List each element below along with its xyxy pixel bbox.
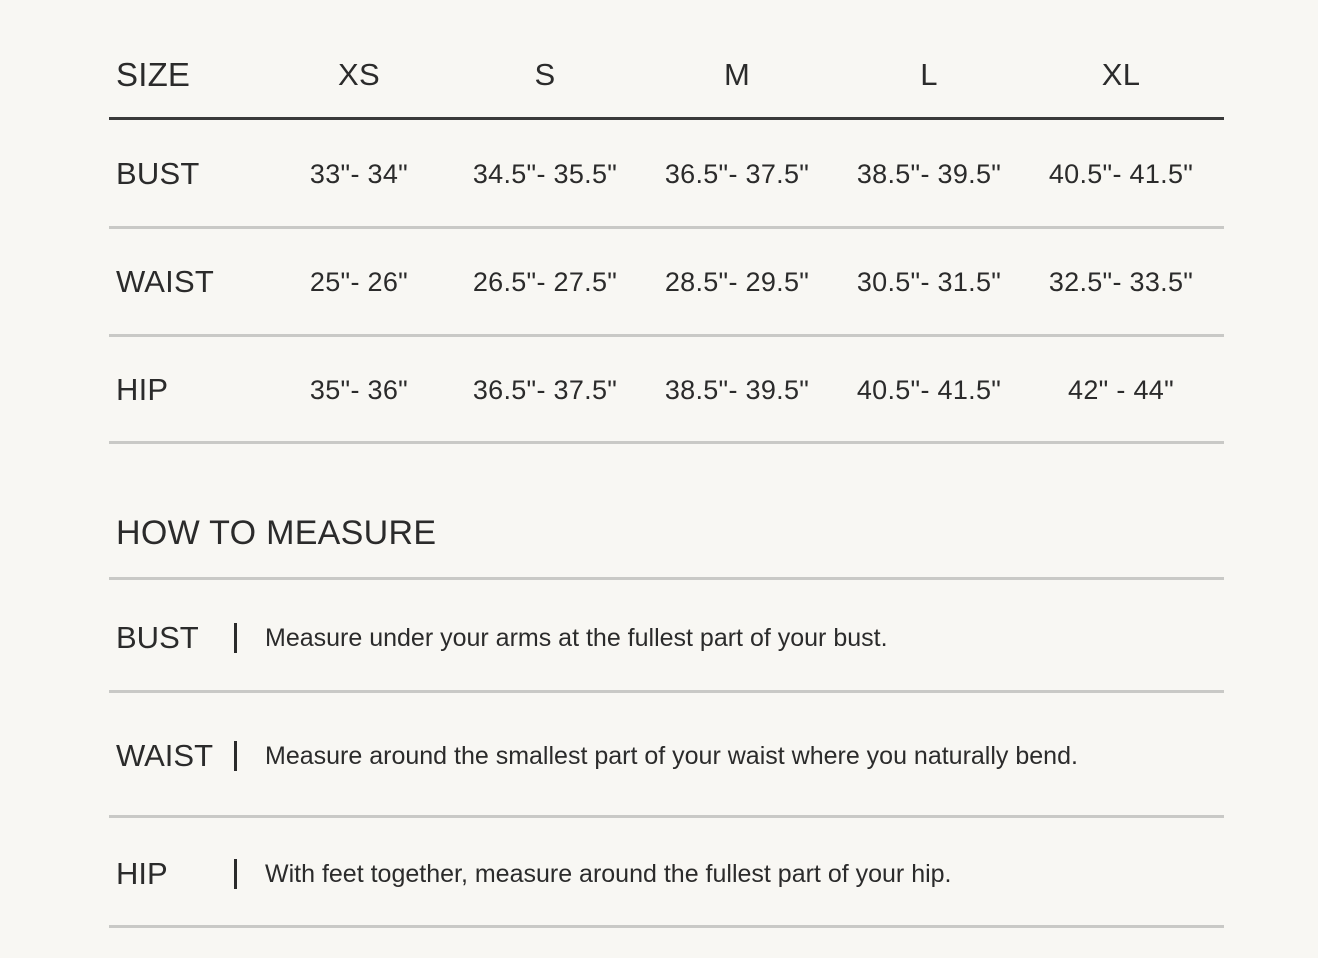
how-to-measure-title: HOW TO MEASURE (116, 514, 437, 552)
row-divider (109, 334, 1224, 337)
table-cell: 35"- 36" (309, 374, 409, 405)
table-cell: 38.5"- 39.5" (664, 374, 810, 405)
table-cell: 30.5"- 31.5" (856, 266, 1002, 297)
table-cell: 33"- 34" (309, 158, 409, 189)
measure-instruction: With feet together, measure around the fullest part of your hip. (265, 859, 952, 888)
measure-item-bust (109, 616, 1224, 660)
size-s-header: S (534, 57, 556, 92)
table-cell: 34.5"- 35.5" (472, 158, 618, 189)
row-divider (109, 441, 1224, 444)
header-divider (109, 117, 1224, 120)
table-cell: 42" - 44" (1068, 374, 1174, 405)
table-cell: 28.5"- 29.5" (664, 266, 810, 297)
separator-bar (234, 741, 237, 771)
row-divider (109, 226, 1224, 229)
row-divider (109, 690, 1224, 693)
table-cell: 40.5"- 41.5" (1048, 158, 1194, 189)
size-l-header: L (920, 57, 938, 92)
table-row-hip (109, 368, 1224, 412)
size-m-header: M (723, 57, 751, 92)
row-divider (109, 815, 1224, 818)
table-row-waist (109, 260, 1224, 304)
size-header-label: SIZE (116, 56, 191, 93)
table-row-bust (109, 152, 1224, 196)
measure-instruction: Measure under your arms at the fullest part of your bust. (265, 623, 888, 652)
measure-instruction: Measure around the smallest part of your waist where you naturally bend. (265, 741, 1078, 770)
table-cell: 32.5"- 33.5" (1048, 266, 1194, 297)
measure-item-hip (109, 852, 1224, 896)
table-cell: 36.5"- 37.5" (664, 158, 810, 189)
table-cell: 36.5"- 37.5" (472, 374, 618, 405)
measure-item-waist (109, 716, 1224, 796)
size-header-row (109, 52, 1224, 98)
measure-label: HIP (116, 856, 168, 891)
section-divider (109, 577, 1224, 580)
separator-bar (234, 859, 237, 889)
table-cell: 26.5"- 27.5" (472, 266, 618, 297)
table-cell: 38.5"- 39.5" (856, 158, 1002, 189)
row-label: HIP (116, 372, 169, 407)
separator-bar (234, 623, 237, 653)
row-divider (109, 925, 1224, 928)
row-label: WAIST (116, 264, 215, 299)
row-label: BUST (116, 156, 200, 191)
measure-label: BUST (116, 620, 199, 655)
size-xl-header: XL (1101, 57, 1141, 92)
table-cell: 25"- 26" (309, 266, 409, 297)
measure-label: WAIST (116, 738, 214, 773)
size-xs-header: XS (338, 57, 380, 92)
table-cell: 40.5"- 41.5" (856, 374, 1002, 405)
